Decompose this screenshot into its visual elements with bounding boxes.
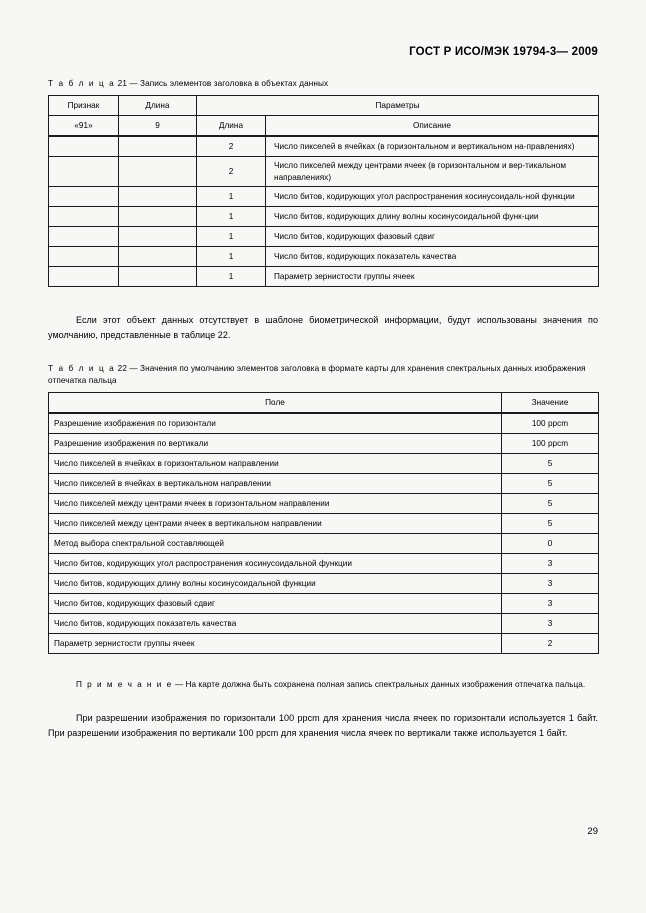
table-21 <box>48 95 599 287</box>
table-22-caption-label: Т а б л и ц а <box>48 364 116 373</box>
table-22-col-pole: Поле <box>49 393 502 414</box>
paragraph-final: При разрешении изображения по горизонтали 100 ppcm для хранения числа ячеек по горизонтали используется 1 байт. При разрешении изображения по вертикали 100 ppcm для хранения числа ячеек по вертикали также используется 1 байт. <box>48 713 598 738</box>
table-22-cell-field: Разрешение изображения по горизонтали <box>49 413 502 434</box>
table-21-caption <box>48 78 598 90</box>
table-21-cell-length: 1 <box>197 207 266 227</box>
table-21-subcol-dlina: Длина <box>197 116 266 137</box>
table-row <box>49 136 599 157</box>
table-21-body <box>49 136 599 287</box>
table-22-header-row <box>49 393 599 414</box>
table-row <box>49 534 599 554</box>
table-22 <box>48 392 599 654</box>
table-row <box>49 227 599 247</box>
table-21-cell-blank <box>119 227 197 247</box>
table-21-cell-blank <box>49 227 119 247</box>
table-22-col-znachenie: Значение <box>502 393 599 414</box>
table-21-cell-description: Число пикселей между центрами ячеек (в горизонтальном и вер-тикальном направлениях) <box>266 157 599 187</box>
table-21-cell-blank <box>49 136 119 157</box>
table-21-head <box>49 96 599 137</box>
table-21-cell-blank <box>49 267 119 287</box>
table-21-cell-description: Число битов, кодирующих длину волны косинусоидальной функ-ции <box>266 207 599 227</box>
table-row <box>49 434 599 454</box>
table-row <box>49 514 599 534</box>
table-row <box>49 594 599 614</box>
table-22-cell-field: Число битов, кодирующих угол распространения косинусоидальной функции <box>49 554 502 574</box>
table-21-header-row-1 <box>49 96 599 116</box>
table-22-cell-value: 3 <box>502 594 599 614</box>
table-22-cell-field: Число пикселей в ячейках в вертикальном направлении <box>49 474 502 494</box>
table-row <box>49 494 599 514</box>
table-21-caption-number: 21 <box>117 79 127 88</box>
table-22-cell-value: 5 <box>502 514 599 534</box>
table-row <box>49 454 599 474</box>
note-label: П р и м е ч а н и е <box>76 680 173 689</box>
table-22-cell-value: 3 <box>502 614 599 634</box>
note-text: — На карте должна быть сохранена полная запись спектральных данных изображения отпечатка пальца. <box>174 680 586 689</box>
table-21-header-row-2 <box>49 116 599 137</box>
table-22-body <box>49 413 599 654</box>
table-row <box>49 413 599 434</box>
table-21-cell-blank <box>119 207 197 227</box>
table-22-cell-field: Разрешение изображения по вертикали <box>49 434 502 454</box>
page-content <box>48 78 598 741</box>
table-21-col-dlina: Длина <box>119 96 197 116</box>
paragraph-between-tables: Если этот объект данных отсутствует в шаблоне биометрической информации, будут использованы значения по умолчанию, представленные в таблице 22. <box>48 315 598 340</box>
table-21-cell-length: 1 <box>197 267 266 287</box>
note-paragraph <box>48 678 598 691</box>
table-22-cell-value: 3 <box>502 574 599 594</box>
table-22-cell-field: Число пикселей между центрами ячеек в горизонтальном направлении <box>49 494 502 514</box>
table-row <box>49 554 599 574</box>
table-21-cell-length: 2 <box>197 136 266 157</box>
table-21-cell-length: 1 <box>197 227 266 247</box>
table-row <box>49 267 599 287</box>
table-22-cell-field: Число пикселей в ячейках в горизонтальном направлении <box>49 454 502 474</box>
table-21-cell-blank <box>49 187 119 207</box>
table-21-value-91: «91» <box>49 116 119 137</box>
table-21-cell-description: Число битов, кодирующих угол распространения косинусоидаль-ной функции <box>266 187 599 207</box>
table-21-cell-blank <box>49 247 119 267</box>
table-row <box>49 574 599 594</box>
table-22-cell-field: Число битов, кодирующих показатель качества <box>49 614 502 634</box>
table-22-cell-field: Число пикселей между центрами ячеек в вертикальном направлении <box>49 514 502 534</box>
table-21-cell-blank <box>119 267 197 287</box>
table-row <box>49 207 599 227</box>
table-22-cell-value: 2 <box>502 634 599 654</box>
table-22-cell-value: 0 <box>502 534 599 554</box>
table-21-cell-description: Число битов, кодирующих фазовый сдвиг <box>266 227 599 247</box>
table-22-cell-value: 100 ppcm <box>502 413 599 434</box>
table-row <box>49 187 599 207</box>
table-22-cell-value: 3 <box>502 554 599 574</box>
table-21-cell-blank <box>119 157 197 187</box>
table-22-cell-field: Метод выбора спектральной составляющей <box>49 534 502 554</box>
page-number: 29 <box>587 826 598 837</box>
table-22-caption <box>48 363 598 387</box>
table-21-value-9: 9 <box>119 116 197 137</box>
table-21-cell-length: 1 <box>197 247 266 267</box>
table-22-head <box>49 393 599 414</box>
table-21-col-priznak: Признак <box>49 96 119 116</box>
table-22-cell-value: 100 ppcm <box>502 434 599 454</box>
table-row <box>49 634 599 654</box>
table-row <box>49 157 599 187</box>
table-21-caption-text: — Запись элементов заголовка в объектах данных <box>129 79 329 88</box>
table-22-cell-value: 5 <box>502 454 599 474</box>
table-21-cell-description: Число пикселей в ячейках (в горизонтальном и вертикальном на-правлениях) <box>266 136 599 157</box>
table-21-cell-blank <box>119 247 197 267</box>
table-22-cell-value: 5 <box>502 494 599 514</box>
table-row <box>49 614 599 634</box>
table-21-cell-description: Параметр зернистости группы ячеек <box>266 267 599 287</box>
table-22-cell-value: 5 <box>502 474 599 494</box>
table-22-cell-field: Число битов, кодирующих фазовый сдвиг <box>49 594 502 614</box>
table-row <box>49 474 599 494</box>
table-22-cell-field: Число битов, кодирующих длину волны косинусоидальной функции <box>49 574 502 594</box>
table-21-subcol-opisanie: Описание <box>266 116 599 137</box>
table-row <box>49 247 599 267</box>
table-21-cell-blank <box>49 207 119 227</box>
table-22-cell-field: Параметр зернистости группы ячеек <box>49 634 502 654</box>
table-22-caption-number: 22 <box>117 364 127 373</box>
table-21-cell-length: 1 <box>197 187 266 207</box>
table-22-caption-text: — Значения по умолчанию элементов заголовка в формате карты для хранения спектральных данных изображения отпечатка пальца <box>48 364 586 385</box>
table-21-cell-description: Число битов, кодирующих показатель качества <box>266 247 599 267</box>
running-header: ГОСТ Р ИСО/МЭК 19794-3— 2009 <box>409 46 598 58</box>
table-21-cell-blank <box>49 157 119 187</box>
table-21-cell-length: 2 <box>197 157 266 187</box>
table-21-cell-blank <box>119 187 197 207</box>
table-21-cell-blank <box>119 136 197 157</box>
table-21-caption-label: Т а б л и ц а <box>48 79 116 88</box>
table-21-col-parametry: Параметры <box>197 96 599 116</box>
